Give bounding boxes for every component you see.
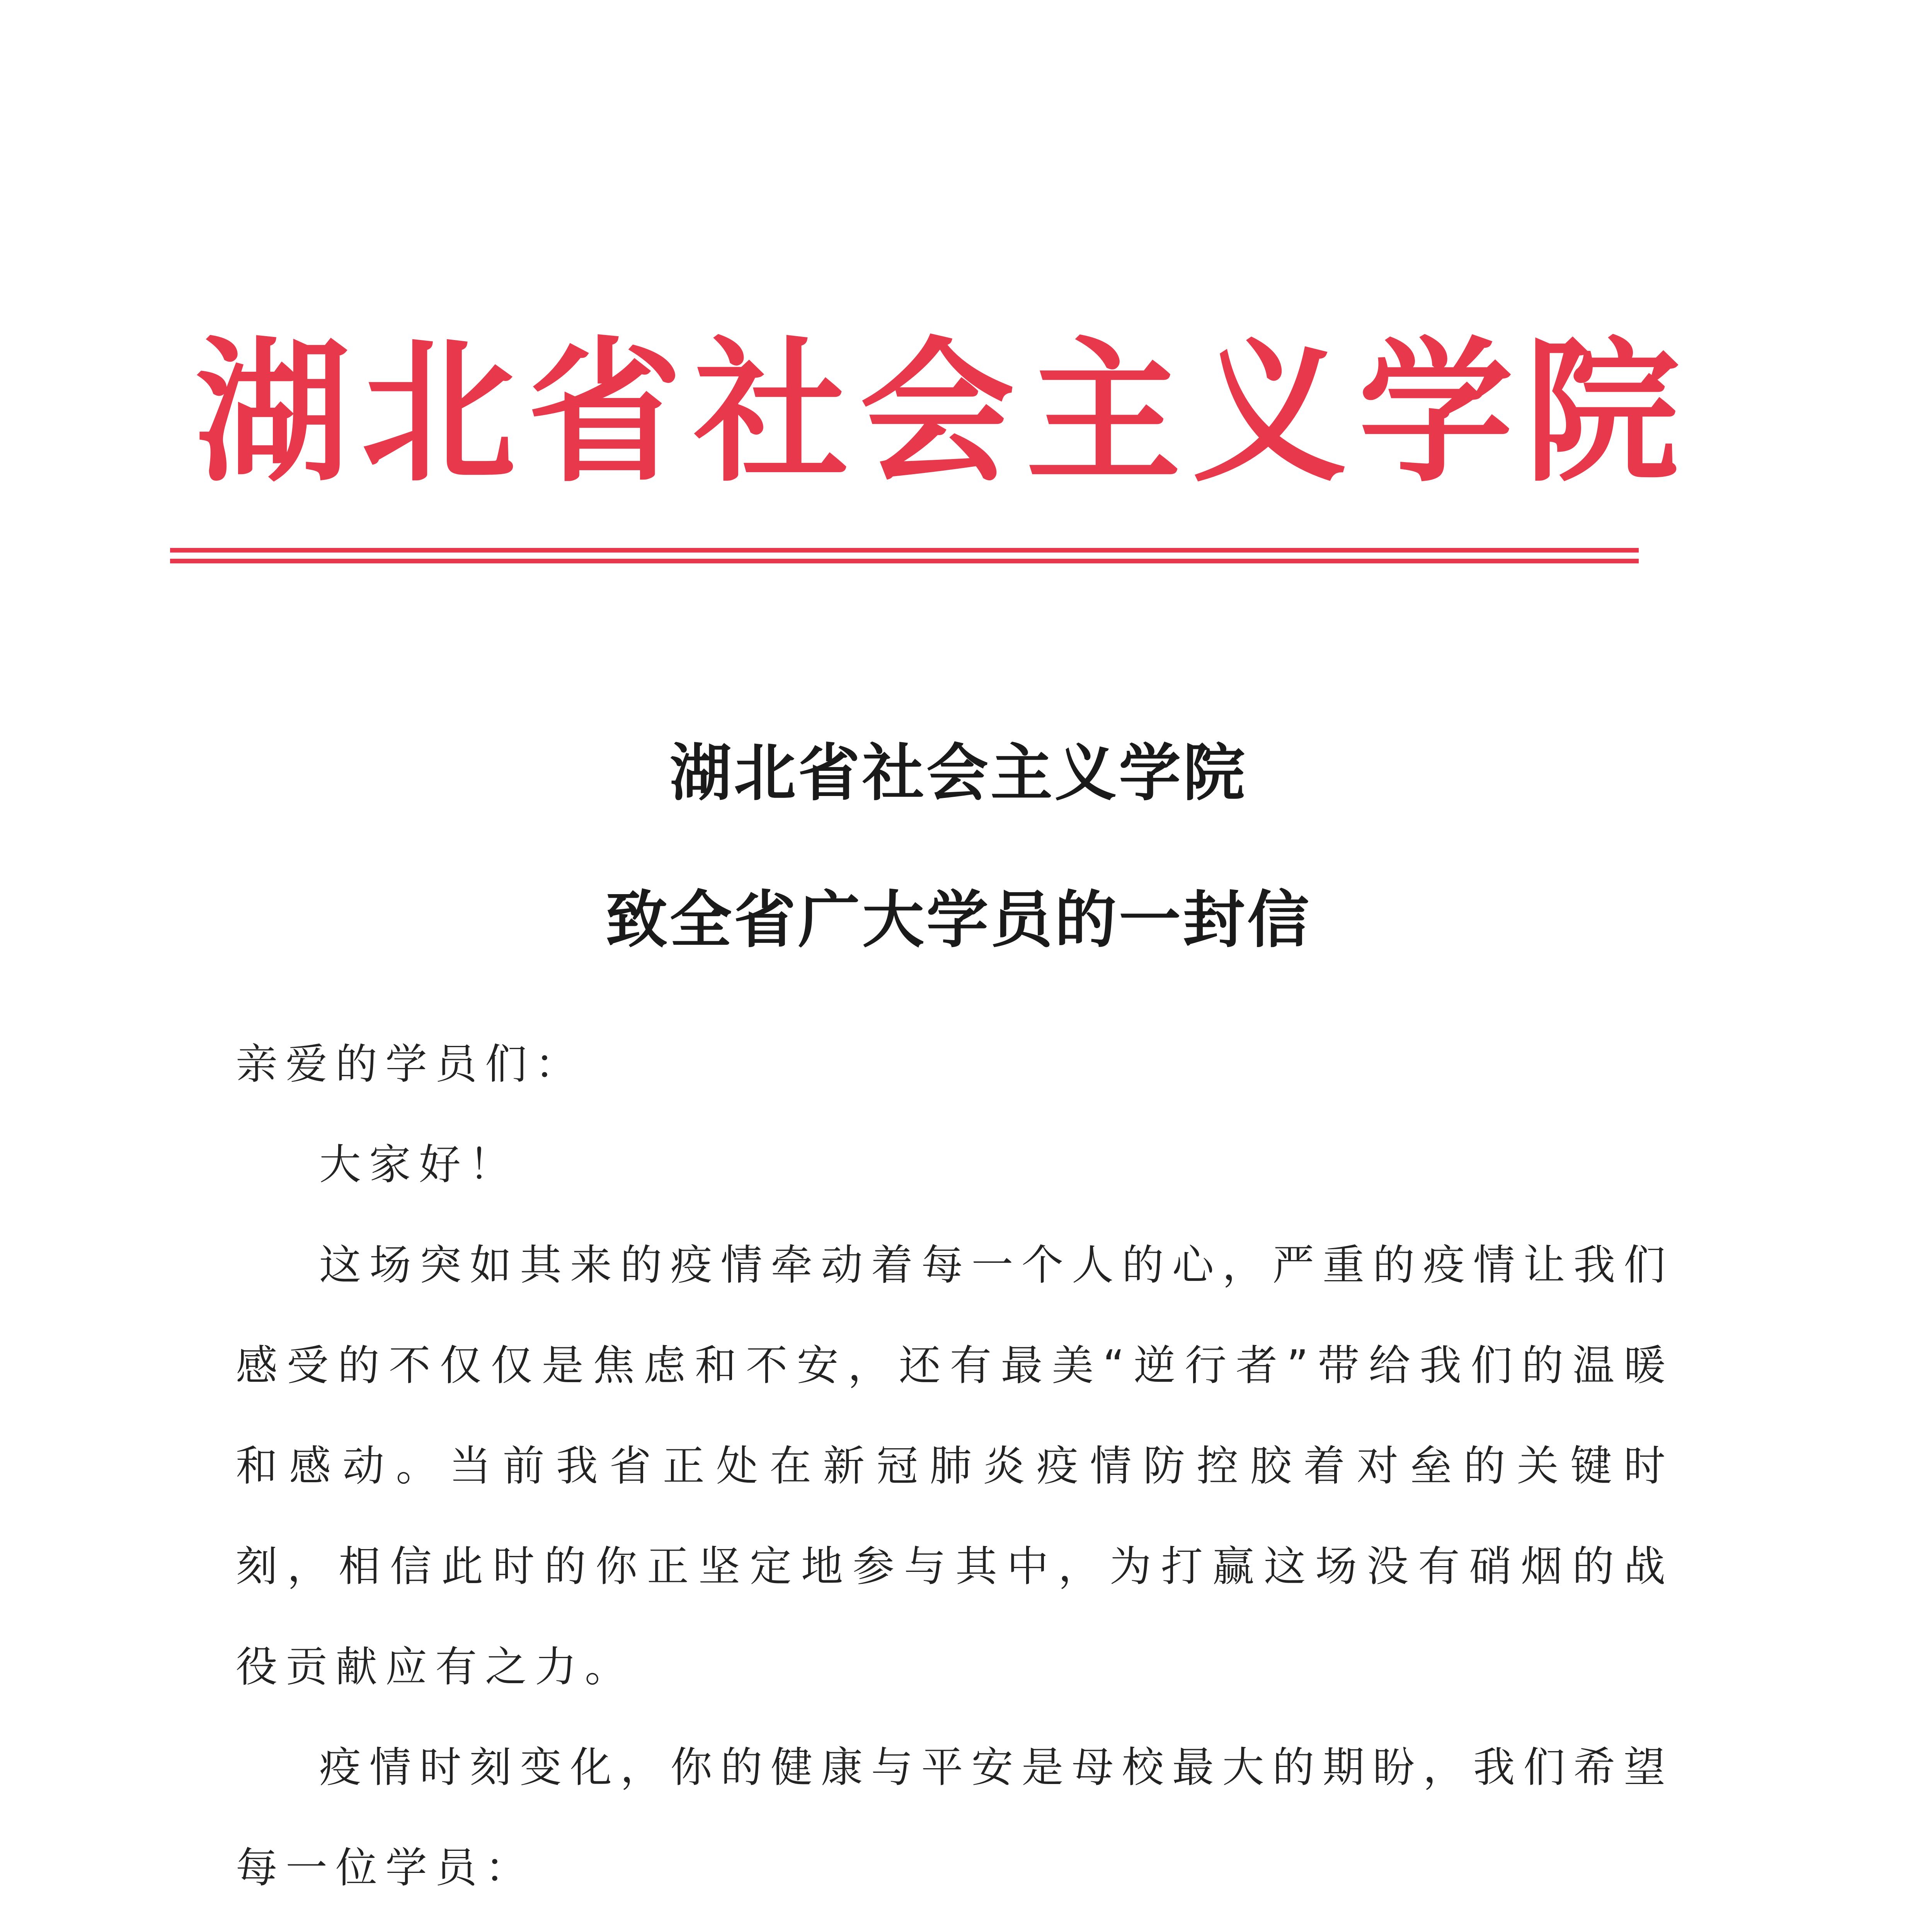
document-title (0, 699, 1917, 993)
document-title-line1: 湖北省社会主义学院 (669, 736, 1247, 809)
letter-greeting: 大家好！ (319, 1141, 519, 1189)
letter-paragraph-1: 这场突如其来的疫情牵动着每一个人的心，严重的疫情让我们感受的不仅仅是焦虑和不安，还有最美“逆行者”带给我们的温暖和感动。当前我省正处在新冠肺炎疫情防控胶着对垒的关键时刻，相信此时的你正坚定地参与其中，为打赢这场没有硝烟的战役贡献应有之力。 (236, 1241, 1674, 1691)
letter-paragraph-3 (236, 1918, 1674, 1932)
letterhead-rule-bottom (170, 559, 1639, 563)
letter-body (236, 1014, 1674, 1932)
letter-salutation: 亲爱的学员们： (236, 1040, 585, 1088)
document-title-line2: 致全省广大学员的一封信 (605, 883, 1311, 956)
letter-paragraph-2: 疫情时刻变化，你的健康与平安是母校最大的期盼，我们希望每一位学员： (236, 1743, 1674, 1892)
letterhead-title: 湖北省社会主义学院 (195, 323, 1691, 503)
letterhead-rule-top (170, 548, 1639, 553)
